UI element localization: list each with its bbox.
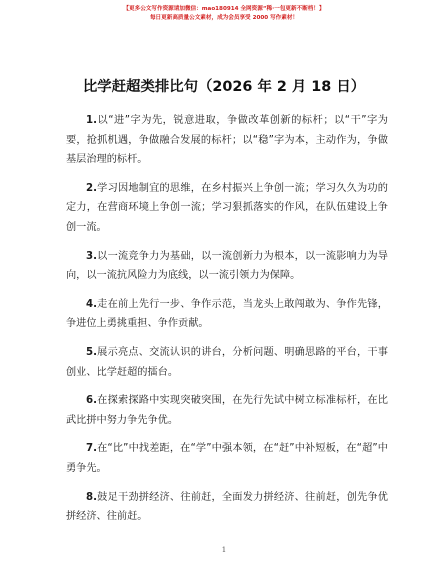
list-item <box>66 295 388 334</box>
promo-banner-line-2: 每日更新高质量公文素材，成为会员享受 2000 写作素材！ <box>149 15 299 21</box>
page-number: 1 <box>221 546 227 554</box>
item-number: 6. <box>86 395 97 407</box>
item-text: 在“比”中找差距，在“学”中强本领，在“赶”中补短板，在“超”中勇争先。 <box>66 443 388 474</box>
item-text: 在探索探路中实现突破突围，在先行先试中树立标准标杆，在比武比拼中努力争先争优。 <box>66 395 388 426</box>
list-item <box>66 111 388 170</box>
item-text: 鼓足干劲拼经济、往前赶，全面发力拼经济、往前赶，创先争优拼经济、往前赶。 <box>66 491 388 523</box>
item-number: 3. <box>86 250 97 262</box>
list-item <box>66 439 388 478</box>
list-item <box>66 247 388 286</box>
item-number: 5. <box>86 346 97 358</box>
item-number: 8. <box>86 491 97 503</box>
list-item <box>66 343 388 382</box>
item-text: 学习因地制宜的思维，在乡村振兴上争创一流；学习久久为功的定力，在营商环境上争创一流；学习狠抓落实的作风，在队伍建设上争创一流。 <box>66 182 388 233</box>
item-text: 以一流竞争力为基础，以一流创新力为根本，以一流影响力为导向，以一流抗风险力为底线，以一流引领力为保障。 <box>66 250 388 282</box>
list-item <box>66 391 388 430</box>
item-number: 7. <box>86 443 97 455</box>
item-number: 1. <box>86 115 97 126</box>
list-item <box>66 179 388 238</box>
sentence-list <box>66 111 388 536</box>
promo-banner-line-1: 【更多公文写作资源请加微信：mao180914 全网资源“稀·一包更新不断档！】 <box>123 6 325 12</box>
item-text: 以“进”字为先，锐意进取，争做改革创新的标杆；以“干”字为要，抢抓机遇，争做融合发展的标杆；以“稳”字为本，主动作为，争做基层治理的标杆。 <box>66 115 388 166</box>
item-text: 走在前上先行一步、争作示范，当龙头上敢闯敢为、争作先锋，争进位上勇挑重担、争作贡献。 <box>66 298 388 330</box>
list-item <box>66 488 388 527</box>
item-number: 2. <box>86 182 97 194</box>
item-number: 4. <box>86 298 97 310</box>
item-text: 展示亮点、交流认识的讲台，分析问题、明确思路的平台，干事创业、比学赶超的擂台。 <box>66 346 388 378</box>
document-title: 比学赶超类排比句（2026 年 2 月 18 日） <box>82 79 366 95</box>
promo-banner <box>0 5 448 23</box>
